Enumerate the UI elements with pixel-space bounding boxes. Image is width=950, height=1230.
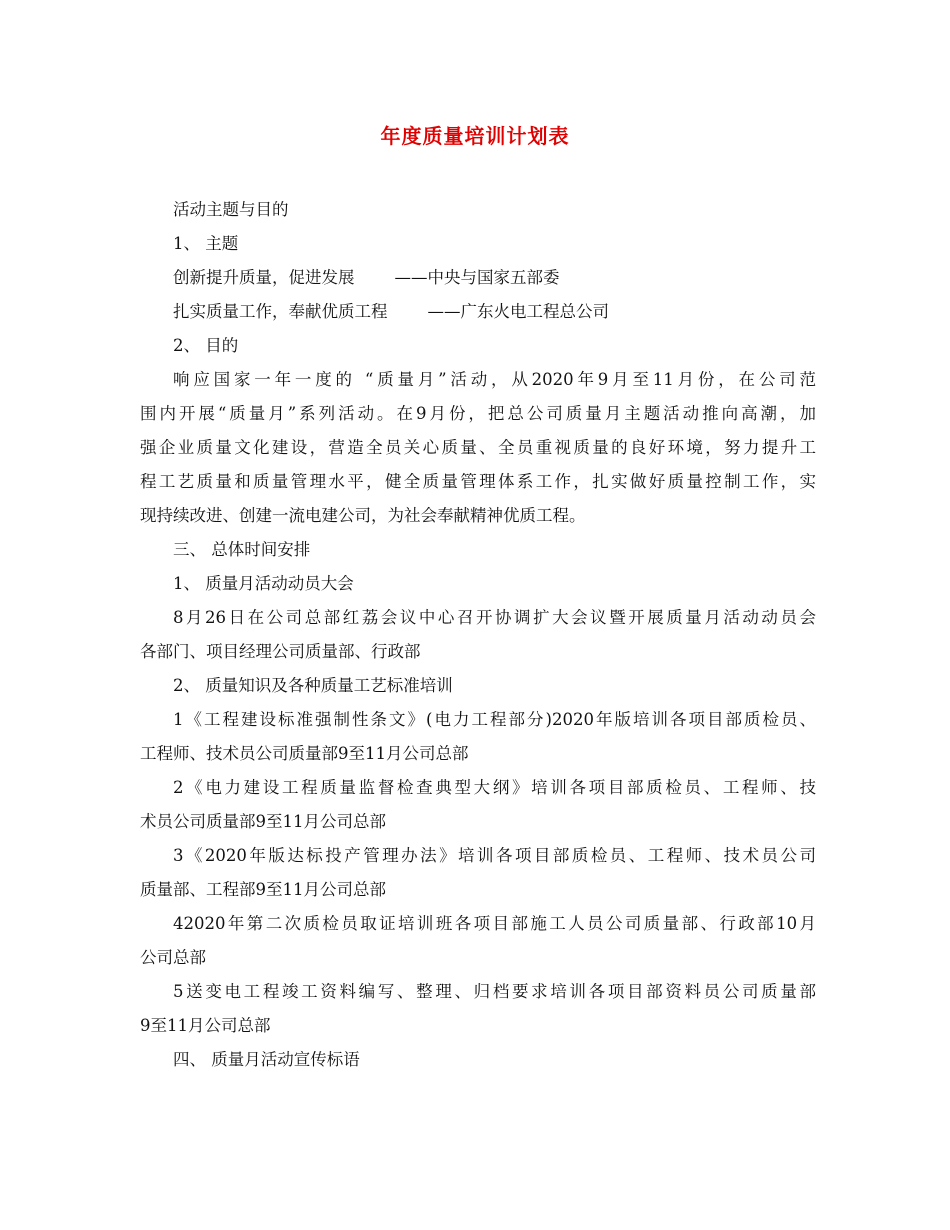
paragraph-line: 5送变电工程竣工资料编写、整理、归档要求培训各项目部资料员公司质量部 <box>173 982 816 1001</box>
slogan-text: 扎实质量工作，奉献优质工程 <box>173 302 388 321</box>
section-heading: 三、 总体时间安排 <box>173 540 311 559</box>
paragraph-line: 强企业质量文化建设，营造全员关心质量、全员重视质量的良好环境，努力提升工 <box>140 438 816 457</box>
slogan-text: 创新提升质量，促进发展 <box>173 268 355 287</box>
paragraph-line: 现持续改进、创建一流电建公司，为社会奉献精神优质工程。 <box>140 506 586 525</box>
section-heading: 活动主题与目的 <box>173 200 289 219</box>
paragraph-line: 42020年第二次质检员取证培训班各项目部施工人员公司质量部、行政部10月 <box>173 914 816 933</box>
paragraph-line: 术员公司质量部9至11月公司总部 <box>140 812 386 831</box>
paragraph-line: 公司总部 <box>140 948 206 967</box>
paragraph-line: 9至11月公司总部 <box>140 1016 271 1035</box>
subsection-heading: 1、 主题 <box>173 234 239 253</box>
slogan-source: ——中央与国家五部委 <box>394 268 560 287</box>
document-title: 年度质量培训计划表 <box>380 124 570 148</box>
paragraph-line: 2《电力建设工程质量监督检查典型大纲》培训各项目部质检员、工程师、技 <box>173 778 816 797</box>
paragraph-line: 工程师、技术员公司质量部9至11月公司总部 <box>140 744 469 763</box>
paragraph-line: 8月26日在公司总部红荔会议中心召开协调扩大会议暨开展质量月活动动员会 <box>173 608 816 627</box>
subsection-heading: 2、 质量知识及各种质量工艺标准培训 <box>173 676 453 695</box>
paragraph-line: 响应国家一年一度的 “质量月”活动，从2020年9月至11月份，在公司范 <box>173 370 816 389</box>
document-body <box>140 193 816 1077</box>
paragraph-line: 质量部、工程部9至11月公司总部 <box>140 880 386 899</box>
paragraph-line: 各部门、项目经理公司质量部、行政部 <box>140 642 421 661</box>
paragraph-line: 围内开展“质量月”系列活动。在9月份，把总公司质量月主题活动推向高潮，加 <box>140 404 816 423</box>
paragraph-line: 程工艺质量和质量管理水平，健全质量管理体系工作，扎实做好质量控制工作，实 <box>140 472 816 491</box>
slogan-line <box>140 295 816 329</box>
paragraph-line: 1《工程建设标准强制性条文》(电力工程部分)2020年版培训各项目部质检员、 <box>173 710 816 729</box>
slogan-source: ——广东火电工程总公司 <box>427 302 609 321</box>
subsection-heading: 2、 目的 <box>173 336 239 355</box>
section-heading: 四、 质量月活动宣传标语 <box>173 1050 360 1069</box>
subsection-heading: 1、 质量月活动动员大会 <box>173 574 354 593</box>
slogan-line <box>140 261 816 295</box>
paragraph-line: 3《2020年版达标投产管理办法》培训各项目部质检员、工程师、技术员公司 <box>173 846 816 865</box>
